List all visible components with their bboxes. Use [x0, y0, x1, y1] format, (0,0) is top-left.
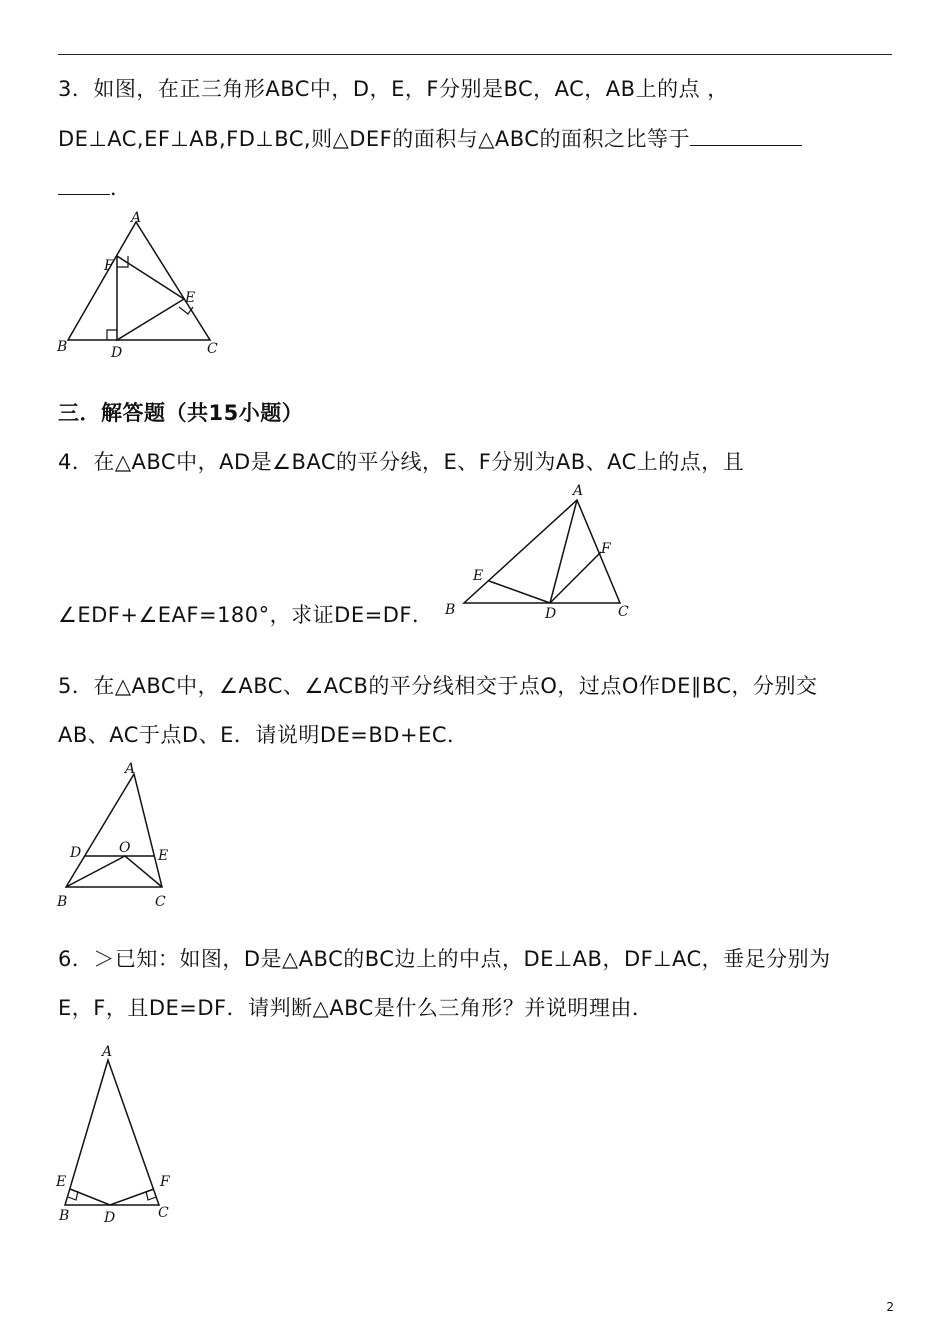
- q6-figure: [52, 1040, 192, 1225]
- q5-triangle-abc: [66, 774, 162, 887]
- q3-label-b: B: [57, 339, 68, 355]
- page-number: 2: [886, 1300, 894, 1314]
- q4-label-e: E: [473, 568, 484, 584]
- q4-label-b: B: [445, 602, 456, 618]
- q6-label-f: F: [160, 1174, 170, 1190]
- q5-label-b: B: [57, 894, 68, 910]
- q3-line2: [58, 123, 802, 154]
- q6-label-a: A: [102, 1044, 113, 1060]
- q4-figure: [440, 480, 640, 620]
- q5-figure: [52, 760, 192, 910]
- q3-triangle-def: [117, 256, 184, 340]
- q5-label-a: A: [125, 761, 136, 777]
- q6-label-b: B: [59, 1208, 70, 1224]
- q5-line1: 5．在△ABC中，∠ABC、∠ACB的平分线相交于点O，过点O作DE∥BC，分别交: [58, 674, 818, 698]
- q4-label-c: C: [618, 604, 629, 620]
- q3-triangle-abc: [68, 222, 210, 340]
- q3-figure: [55, 210, 225, 360]
- q3-line1: 3．如图，在正三角形ABC中，D，E，F分别是BC，AC，AB上的点 ，: [58, 77, 729, 101]
- q4-label-d: D: [545, 606, 557, 622]
- q3-label-f: F: [104, 258, 114, 274]
- q3-label-d: D: [111, 345, 123, 361]
- q6-triangle-abc: [65, 1060, 159, 1205]
- q3-line3-end: ．: [110, 176, 132, 200]
- q3-right-angle-d: [107, 330, 117, 340]
- q4-segment-de: [489, 581, 550, 603]
- header-rule: [58, 54, 892, 55]
- q4-triangle-abc: [464, 500, 620, 603]
- q4-segment-df: [550, 552, 601, 603]
- q6-line2: E，F，且DE=DF．请判断△ABC是什么三角形？并说明理由．: [58, 996, 654, 1020]
- q3-label-a: A: [131, 210, 142, 226]
- q5-line2: AB、AC于点D、E．请说明DE=BD+EC．: [58, 723, 469, 747]
- q3-line3: [58, 172, 132, 203]
- q5-label-d: D: [70, 845, 82, 861]
- q3-answer-blank-cont: [58, 172, 110, 195]
- q6-line1: 6．＞已知：如图，D是△ABC的BC边上的中点，DE⊥AB，DF⊥AC，垂足分别为: [58, 947, 831, 971]
- q4-line2: ∠EDF+∠EAF=180°，求证DE=DF．: [58, 603, 434, 627]
- q4-bisector-ad: [550, 500, 577, 603]
- q6-label-e: E: [56, 1174, 67, 1190]
- q3-answer-blank: [690, 123, 802, 146]
- q4-label-f: F: [601, 541, 611, 557]
- q3-label-c: C: [207, 341, 218, 357]
- q5-label-e: E: [158, 848, 169, 864]
- q5-label-c: C: [155, 894, 166, 910]
- q5-label-o: O: [119, 840, 131, 856]
- q3-right-angle-e: [179, 307, 193, 314]
- q6-label-c: C: [158, 1205, 169, 1221]
- q6-label-d: D: [104, 1210, 116, 1226]
- q4-line1: 4．在△ABC中，AD是∠BAC的平分线，E、F分别为AB、AC上的点，且: [58, 450, 745, 474]
- q3-label-e: E: [185, 290, 196, 306]
- q4-label-a: A: [573, 483, 584, 499]
- section-title: 三．解答题（共15小题）: [58, 401, 304, 425]
- q3-line2-text: DE⊥AC,EF⊥AB,FD⊥BC,则△DEF的面积与△ABC的面积之比等于: [58, 127, 690, 151]
- q6-perpendiculars-de-df: [70, 1189, 154, 1205]
